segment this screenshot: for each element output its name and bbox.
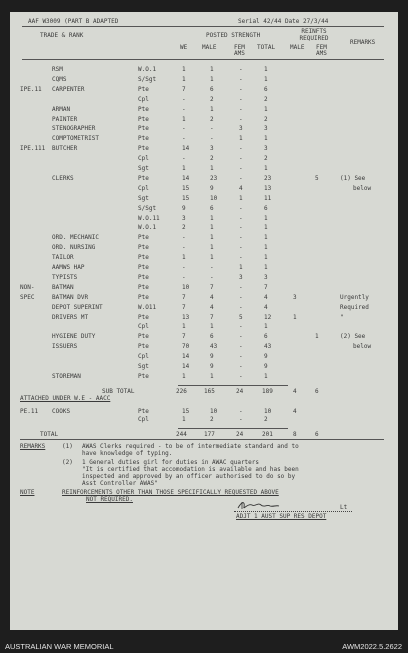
row-total: 1	[264, 66, 268, 73]
row-trade: BUTCHER	[52, 145, 78, 153]
row-rank: Cpl	[138, 323, 149, 331]
row-rank: Pte	[138, 372, 149, 380]
header-bottom-rule	[22, 59, 384, 60]
row-trade: STOREMAN	[52, 372, 81, 380]
row-rank: Sgt	[138, 363, 149, 370]
row-fem: 1	[239, 194, 243, 202]
row-we: -	[182, 244, 186, 252]
remark-1-line-1: AWAS Clerks required - to be of intermediate standard and to	[82, 443, 299, 450]
row-we: -	[182, 273, 186, 281]
row-we: 1	[182, 66, 186, 73]
row-fem: -	[239, 224, 243, 232]
row-male: 2	[210, 115, 214, 123]
row-total: 6	[264, 333, 268, 341]
row-we: 7	[182, 85, 186, 93]
row-male: 6	[210, 204, 214, 212]
row-trade: TYPISTS	[52, 273, 78, 281]
total-we: 244	[176, 431, 187, 438]
row-total: 2	[264, 155, 268, 163]
row-fem: -	[239, 214, 243, 222]
row-trade: CQMS	[52, 75, 67, 83]
row-trade: ARMAN	[52, 105, 71, 113]
row-trade: CARPENTER	[52, 85, 85, 93]
row-rank: Pte	[138, 115, 149, 123]
remarks-heading: REMARKS	[20, 443, 46, 450]
row-total: 43	[264, 343, 272, 351]
row-rank: Pte	[138, 244, 149, 252]
row-we: 1	[182, 165, 186, 172]
row-male: 43	[210, 343, 218, 351]
total-reinf-male: 8	[293, 431, 297, 438]
row-we: 9	[182, 204, 186, 212]
row-rank: Pte	[138, 254, 149, 262]
row-reinf-male: 1	[293, 313, 297, 321]
row-male: -	[210, 273, 214, 281]
row-male: 3	[210, 145, 214, 153]
row-male: 9	[210, 353, 214, 361]
remark-1-number: (1)	[62, 443, 73, 450]
row-total: 1	[264, 244, 268, 252]
row-remark: (1) See	[340, 174, 366, 182]
row-we: 10	[182, 283, 190, 291]
row-we: 7	[182, 303, 186, 311]
row-trade: DRIVERS MT	[52, 313, 89, 321]
row-total: 3	[264, 273, 268, 281]
row-male: 2	[210, 95, 214, 103]
row-fem: -	[239, 204, 243, 212]
row-we: -	[182, 135, 186, 143]
row-rank: Pte	[138, 174, 149, 182]
row-we: 70	[182, 343, 190, 351]
row-male: 6	[210, 333, 214, 341]
row-fem: -	[239, 244, 243, 252]
row-total: 1	[264, 323, 268, 331]
row-trade: RSM	[52, 66, 63, 73]
row-we: 15	[182, 194, 190, 202]
row-total: 1	[264, 105, 268, 113]
archive-name: AUSTRALIAN WAR MEMORIAL	[5, 642, 114, 651]
row-fem: -	[239, 145, 243, 153]
row-we: 15	[182, 408, 190, 415]
row-total: 9	[264, 353, 268, 361]
row-rank: Pte	[138, 125, 149, 133]
total-total: 201	[262, 431, 273, 438]
row-trade: COMPTOMETRIST	[52, 135, 99, 143]
row-fem: -	[239, 95, 243, 103]
row-male: 1	[210, 75, 214, 83]
row-total: 1	[264, 165, 268, 172]
row-fem: -	[239, 353, 243, 361]
row-total: 1	[264, 234, 268, 242]
row-trade: COOKS	[52, 408, 71, 415]
row-total: 7	[264, 283, 268, 291]
total-male: 177	[204, 431, 215, 438]
row-trade: BATMAN DVR	[52, 293, 89, 301]
row-fem: -	[239, 303, 243, 311]
subtotal-reinf-male: 4	[293, 388, 297, 395]
col-male: MALE	[202, 44, 217, 51]
row-fem: -	[239, 408, 243, 415]
remark-2-number: (2)	[62, 459, 73, 466]
row-rank: Pte	[138, 273, 149, 281]
row-we: 15	[182, 184, 190, 192]
col-reinf-male: MALE	[290, 44, 305, 51]
row-rank: Pte	[138, 264, 149, 271]
row-rank: Sgt	[138, 194, 149, 202]
row-we: 7	[182, 293, 186, 301]
archive-reference: AWM2022.5.2622	[342, 642, 402, 651]
col-reinf-ams: AMS	[316, 50, 327, 57]
row-trade: AAMWS HAP	[52, 264, 85, 271]
row-male: 9	[210, 184, 214, 192]
row-total: 9	[264, 363, 268, 370]
subtotal-reinf-fem: 6	[315, 388, 319, 395]
row-rank: W.O.11	[138, 214, 160, 222]
row-we: 14	[182, 145, 190, 153]
row-fem: -	[239, 343, 243, 351]
row-trade: ISSUERS	[52, 343, 78, 351]
row-fem: -	[239, 66, 243, 73]
row-we: -	[182, 95, 186, 103]
row-remark: below	[353, 343, 372, 351]
row-fem: 1	[239, 264, 243, 271]
row-male: -	[210, 125, 214, 133]
subtotal-rule	[178, 385, 288, 386]
row-trade: BATMAN	[52, 283, 74, 291]
row-remark: below	[353, 184, 372, 192]
col-fem: FEM	[234, 44, 245, 51]
row-we: 1	[182, 254, 186, 262]
row-fem: -	[239, 363, 243, 370]
row-male: 6	[210, 85, 214, 93]
row-total: 1	[264, 264, 268, 271]
row-male: -	[210, 135, 214, 143]
row-male: 2	[210, 416, 214, 423]
row-fem: -	[239, 174, 243, 182]
row-rank: W.O.1	[138, 224, 157, 232]
row-unit: PE.11	[20, 408, 39, 415]
row-fem: -	[239, 115, 243, 123]
row-reinf-male: 4	[293, 408, 297, 415]
row-rank: S/Sgt	[138, 204, 157, 212]
row-male: 23	[210, 174, 218, 182]
row-remark: "	[340, 313, 344, 321]
row-rank: Pte	[138, 333, 149, 341]
row-male: 1	[210, 165, 214, 172]
row-male: 1	[210, 214, 214, 222]
row-total: 1	[264, 214, 268, 222]
document-page	[10, 12, 398, 630]
row-rank: S/Sgt	[138, 75, 157, 83]
col-reinforcements: REINFTS REQUIRED	[299, 28, 329, 42]
col-remarks: REMARKS	[350, 39, 376, 46]
row-male: 1	[210, 234, 214, 242]
row-rank: Pte	[138, 313, 149, 321]
row-we: 1	[182, 372, 186, 380]
row-fem: 3	[239, 273, 243, 281]
row-total: 6	[264, 204, 268, 212]
row-we: 7	[182, 333, 186, 341]
form-reference: AAF W3009 (PART B ADAPTED	[28, 18, 119, 25]
row-trade: CLERKS	[52, 174, 74, 182]
row-fem: -	[239, 155, 243, 163]
row-we: 2	[182, 224, 186, 232]
col-ams: AMS	[234, 50, 245, 57]
note-heading: NOTE	[20, 489, 35, 496]
row-male: 1	[210, 372, 214, 380]
row-fem: -	[239, 234, 243, 242]
row-fem: -	[239, 323, 243, 331]
row-total: 11	[264, 194, 272, 202]
row-rank: Pte	[138, 135, 149, 143]
col-posted-strength: POSTED STRENGTH	[206, 32, 261, 39]
total-reinf-fem: 6	[315, 431, 319, 438]
row-unit: IPE.111	[20, 145, 46, 153]
row-we: -	[182, 125, 186, 133]
row-rank: Pte	[138, 105, 149, 113]
row-fem: -	[239, 283, 243, 291]
row-trade: ORD. MECHANIC	[52, 234, 99, 242]
row-we: 3	[182, 214, 186, 222]
row-total: 4	[264, 303, 268, 311]
row-we: -	[182, 234, 186, 242]
row-trade: DEPOT SUPERINT	[52, 303, 103, 311]
row-rank: Pte	[138, 408, 149, 415]
row-reinf-fem: 5	[315, 174, 319, 182]
row-we: 1	[182, 75, 186, 83]
total-rule-top	[178, 428, 288, 429]
row-total: 1	[264, 135, 268, 143]
row-we: -	[182, 105, 186, 113]
archive-footer	[0, 632, 408, 653]
row-total: 6	[264, 85, 268, 93]
row-unit: NON-	[20, 283, 35, 291]
row-we: -	[182, 264, 186, 271]
row-male: 7	[210, 283, 214, 291]
row-unit: SPEC	[20, 293, 35, 301]
row-total: 4	[264, 293, 268, 301]
row-male: -	[210, 264, 214, 271]
row-we: 1	[182, 416, 186, 423]
row-total: 1	[264, 254, 268, 262]
row-male: 10	[210, 408, 218, 415]
row-rank: Sgt	[138, 165, 149, 172]
col-total: TOTAL	[257, 44, 276, 51]
subtotal-label: SUB TOTAL	[102, 388, 135, 395]
total-label: TOTAL	[40, 431, 59, 438]
signature-rank: Lt	[340, 504, 348, 511]
subtotal-total: 189	[262, 388, 273, 395]
row-male: 1	[210, 224, 214, 232]
row-male: 1	[210, 244, 214, 252]
row-rank: Cpl	[138, 353, 149, 361]
row-trade: PAINTER	[52, 115, 78, 123]
row-we: -	[182, 155, 186, 163]
remark-2-line-1: 1 General duties girl for duties in AWAC quarters	[82, 459, 260, 466]
row-we: 14	[182, 363, 190, 370]
row-fem: 5	[239, 313, 243, 321]
row-total: 3	[264, 145, 268, 153]
row-we: 1	[182, 323, 186, 331]
row-total: 12	[264, 313, 272, 321]
row-reinf-fem: 1	[315, 333, 319, 341]
remark-2-line-3: inspected and approved by an officer authorised to do so by	[82, 473, 296, 480]
row-we: 14	[182, 353, 190, 361]
row-fem: -	[239, 85, 243, 93]
row-total: 23	[264, 174, 272, 182]
row-male: 9	[210, 363, 214, 370]
row-total: 1	[264, 75, 268, 83]
row-total: 10	[264, 408, 272, 415]
row-male: 1	[210, 323, 214, 331]
row-male: 7	[210, 313, 214, 321]
row-male: 1	[210, 105, 214, 113]
remark-1-line-2: have knowledge of typing.	[82, 450, 173, 457]
row-we: 14	[182, 174, 190, 182]
row-male: 2	[210, 155, 214, 163]
row-we: 13	[182, 313, 190, 321]
row-male: 1	[210, 66, 214, 73]
handwritten-signature	[236, 499, 280, 511]
row-rank: W.O11	[138, 303, 157, 311]
row-rank: Cpl	[138, 184, 149, 192]
serial-date: Serial 42/44 Date 27/3/44	[238, 18, 329, 25]
row-trade: TAILOR	[52, 254, 74, 262]
row-rank: Pte	[138, 145, 149, 153]
signatory-title: ADJT 1 AUST SUP RES DEPOT	[236, 513, 327, 520]
row-fem: -	[239, 372, 243, 380]
remark-2-line-2: "It is certified that accomodation is available and has been	[82, 466, 299, 473]
row-fem: 4	[239, 184, 243, 192]
attached-label: ATTACHED UNDER W.E - AACC	[20, 395, 111, 402]
row-male: 10	[210, 194, 218, 202]
header-rule	[22, 26, 384, 27]
col-trade-rank: TRADE & RANK	[40, 32, 84, 39]
row-male: 4	[210, 293, 214, 301]
row-total: 1	[264, 372, 268, 380]
row-fem: 3	[239, 125, 243, 133]
row-fem: 1	[239, 135, 243, 143]
row-rank: Pte	[138, 85, 149, 93]
row-male: 1	[210, 254, 214, 262]
subtotal-we: 226	[176, 388, 187, 395]
row-trade: HYGIENE DUTY	[52, 333, 96, 341]
row-fem: -	[239, 75, 243, 83]
row-trade: ORD. NURSING	[52, 244, 96, 252]
row-rank: Pte	[138, 283, 149, 291]
row-rank: Pte	[138, 234, 149, 242]
row-rank: W.O.1	[138, 66, 157, 73]
note-line-2: NOT REQUIRED.	[86, 496, 133, 503]
row-remark: Urgently	[340, 293, 369, 301]
row-fem: -	[239, 293, 243, 301]
col-reinf-fem: FEM	[316, 44, 327, 51]
row-rank: Cpl	[138, 416, 149, 423]
row-total: 2	[264, 95, 268, 103]
row-fem: -	[239, 333, 243, 341]
total-rule-bottom	[20, 439, 384, 440]
row-male: 4	[210, 303, 214, 311]
col-we: WE	[180, 44, 188, 51]
row-unit: IPE.11	[20, 85, 42, 93]
subtotal-male: 165	[204, 388, 215, 395]
row-rank: Cpl	[138, 155, 149, 163]
row-total: 3	[264, 125, 268, 133]
note-line-1: REINFORCEMENTS OTHER THAN THOSE SPECIFICALLY REQUESTED ABOVE	[62, 489, 279, 496]
row-remark: Required	[340, 303, 369, 311]
row-fem: -	[239, 416, 243, 423]
total-fem: 24	[236, 431, 244, 438]
row-total: 13	[264, 184, 272, 192]
row-we: 1	[182, 115, 186, 123]
row-fem: -	[239, 105, 243, 113]
row-rank: Pte	[138, 293, 149, 301]
row-remark: (2) See	[340, 333, 366, 341]
remark-2-line-4: Asst Controller AWAS"	[82, 480, 158, 487]
row-reinf-male: 3	[293, 293, 297, 301]
row-total: 2	[264, 416, 268, 423]
row-fem: -	[239, 165, 243, 172]
row-fem: -	[239, 254, 243, 262]
row-rank: Cpl	[138, 95, 149, 103]
subtotal-fem: 24	[236, 388, 244, 395]
signature-line	[234, 511, 352, 512]
row-total: 2	[264, 115, 268, 123]
row-total: 1	[264, 224, 268, 232]
row-trade: STENOGRAPHER	[52, 125, 96, 133]
row-rank: Pte	[138, 343, 149, 351]
